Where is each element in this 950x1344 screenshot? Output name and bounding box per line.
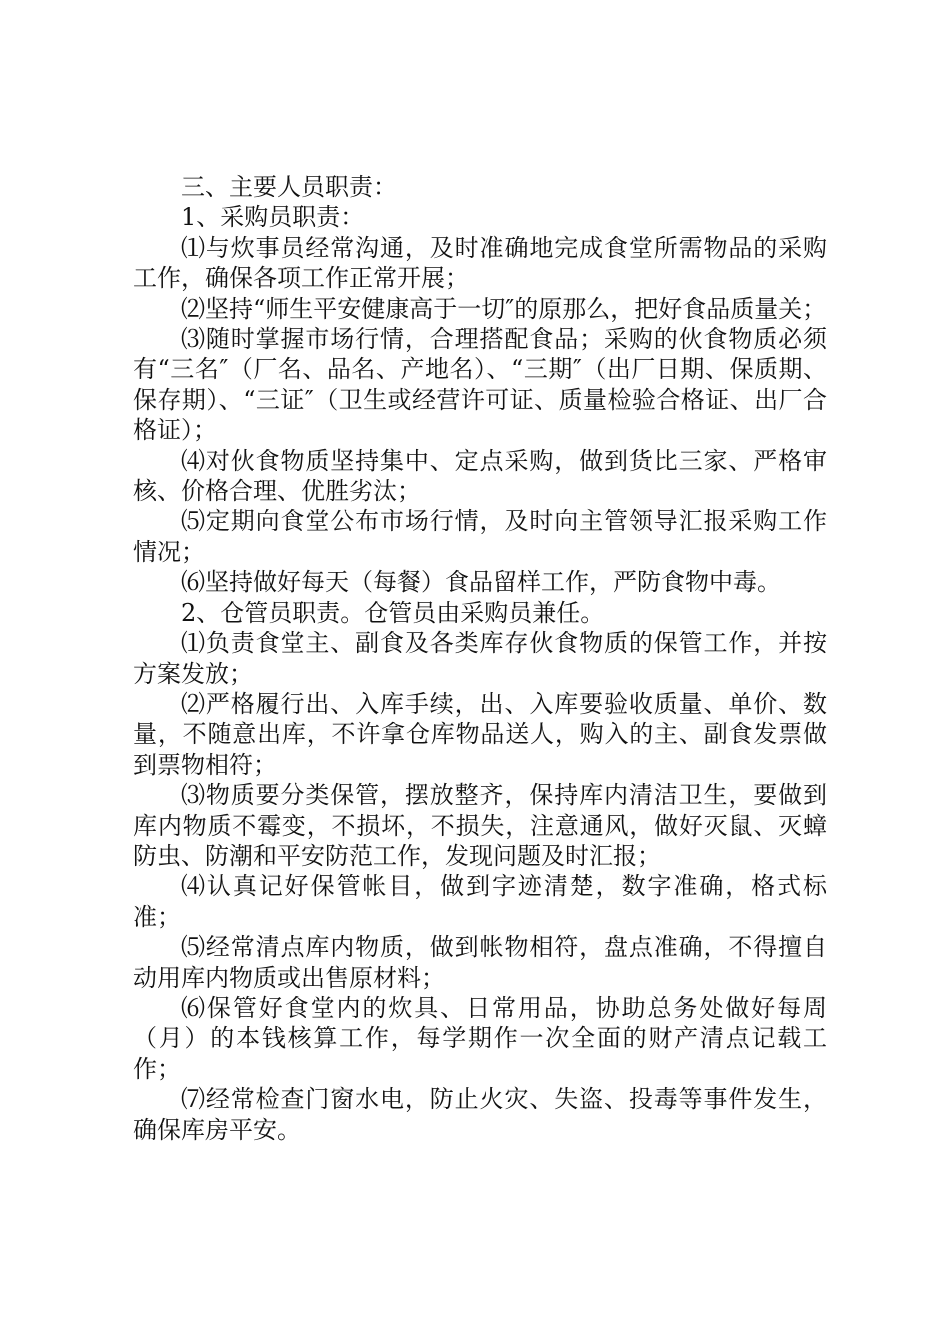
document-body	[133, 172, 827, 1145]
paragraph: ⑹保管好食堂内的炊具、日常用品，协助总务处做好每周（月）的本钱核算工作，每学期作一次全面的财产清点记载工作；	[133, 993, 827, 1083]
paragraph: ⑵严格履行出、入库手续，出、入库要验收质量、单价、数量，不随意出库，不许拿仓库物品送人，购入的主、副食发票做到票物相符；	[133, 689, 827, 779]
subsection-heading-warehouse: 2、仓管员职责。仓管员由采购员兼任。	[181, 598, 605, 627]
paragraph: ⑹坚持做好每天（每餐）食品留样工作，严防食物中毒。	[181, 568, 781, 597]
subsection-heading-purchaser: 1、采购员职责：	[181, 203, 365, 232]
paragraph: ⑸经常清点库内物质，做到帐物相符，盘点准确，不得擅自动用库内物质或出售原材料；	[133, 933, 827, 992]
paragraph: ⑶物质要分类保管，摆放整齐，保持库内清洁卫生，要做到库内物质不霉变，不损坏，不损失，注意通风，做好灭鼠、灭蟑防虫、防潮和平安防范工作，发现问题及时汇报；	[133, 781, 827, 870]
paragraph: ⑶随时掌握市场行情，合理搭配食品；采购的伙食物质必须有“三名″（厂名、品名、产地名）、“三期″（出厂日期、保质期、保存期）、“三证″（卫生或经营许可证、质量检验合格证、出厂合格证）；	[133, 325, 827, 445]
paragraph: ⑺经常检查门窗水电，防止火灾、失盗、投毒等事件发生，确保库房平安。	[133, 1085, 827, 1144]
paragraph: ⑷对伙食物质坚持集中、定点采购，做到货比三家、严格审核、价格合理、优胜劣汰；	[133, 446, 827, 506]
paragraph: ⑴与炊事员经常沟通，及时准确地完成食堂所需物品的采购工作，确保各项工作正常开展；	[133, 233, 827, 293]
paragraph: ⑷认真记好保管帐目，做到字迹清楚，数字准确，格式标准；	[133, 872, 827, 931]
paragraph: ⑴负责食堂主、副食及各类库存伙食物质的保管工作，并按方案发放；	[133, 629, 827, 688]
paragraph: ⑵坚持“师生平安健康高于一切″的原那么，把好食品质量关；	[181, 294, 827, 323]
paragraph: ⑸定期向食堂公布市场行情，及时向主管领导汇报采购工作情况；	[133, 507, 827, 566]
section-heading: 三、主要人员职责：	[181, 173, 397, 201]
